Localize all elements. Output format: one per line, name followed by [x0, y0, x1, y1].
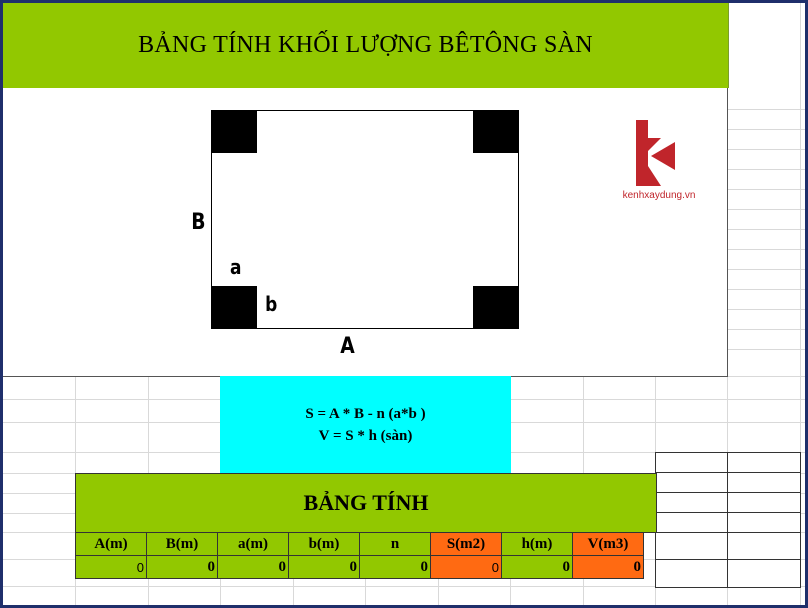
cell[interactable] [655, 492, 729, 514]
dimension-a-label: a [230, 255, 242, 279]
calc-title: BẢNG TÍNH [303, 490, 429, 515]
sheet-title: BẢNG TÍNH KHỐI LƯỢNG BÊTÔNG SÀN [138, 32, 593, 58]
cell[interactable] [727, 492, 801, 514]
dimension-A-label: A [340, 334, 355, 359]
calc-table [75, 532, 644, 579]
header-A[interactable]: A(m) [76, 533, 147, 556]
cell[interactable] [655, 559, 729, 588]
logo-text: kenhxaydung.vn [622, 190, 696, 201]
calc-table-title[interactable] [75, 473, 657, 533]
column-bottom-right [473, 286, 518, 328]
column-bottom-left [212, 286, 257, 328]
value-V-result[interactable]: 0 [573, 556, 644, 579]
sheet-title-banner[interactable] [3, 3, 729, 88]
cell[interactable] [727, 472, 801, 494]
value-b-input[interactable]: 0 [289, 556, 360, 579]
header-a[interactable]: a(m) [218, 533, 289, 556]
value-A-input[interactable]: 0 [76, 556, 147, 579]
cell[interactable] [727, 512, 801, 534]
header-S[interactable]: S(m2) [431, 533, 502, 556]
slab-outline [211, 110, 519, 329]
cell[interactable] [727, 559, 801, 588]
header-V[interactable]: V(m3) [573, 533, 644, 556]
column-top-left [212, 111, 257, 153]
formula-volume: V = S * h (sàn) [318, 427, 413, 444]
slab-diagram[interactable] [3, 88, 728, 377]
header-b[interactable]: b(m) [289, 533, 360, 556]
cell[interactable] [727, 532, 801, 561]
table-header-row [76, 533, 644, 556]
value-B-input[interactable]: 0 [147, 556, 218, 579]
cell[interactable] [655, 452, 729, 474]
value-S-result[interactable]: 0 [431, 556, 502, 579]
formula-box[interactable] [220, 376, 511, 473]
header-h[interactable]: h(m) [502, 533, 573, 556]
cell[interactable] [655, 532, 729, 561]
header-n[interactable]: n [360, 533, 431, 556]
header-B[interactable]: B(m) [147, 533, 218, 556]
cell[interactable] [655, 512, 729, 534]
dimension-b-label: b [265, 292, 278, 316]
value-h-input[interactable]: 0 [502, 556, 573, 579]
table-value-row [76, 556, 644, 579]
value-a-input[interactable]: 0 [218, 556, 289, 579]
cell[interactable] [727, 452, 801, 474]
column-top-right [473, 111, 518, 153]
cell[interactable] [655, 472, 729, 494]
dimension-B-label: B [191, 210, 206, 235]
value-n-input[interactable]: 0 [360, 556, 431, 579]
formula-area: S = A * B - n (a*b ) [305, 405, 426, 422]
